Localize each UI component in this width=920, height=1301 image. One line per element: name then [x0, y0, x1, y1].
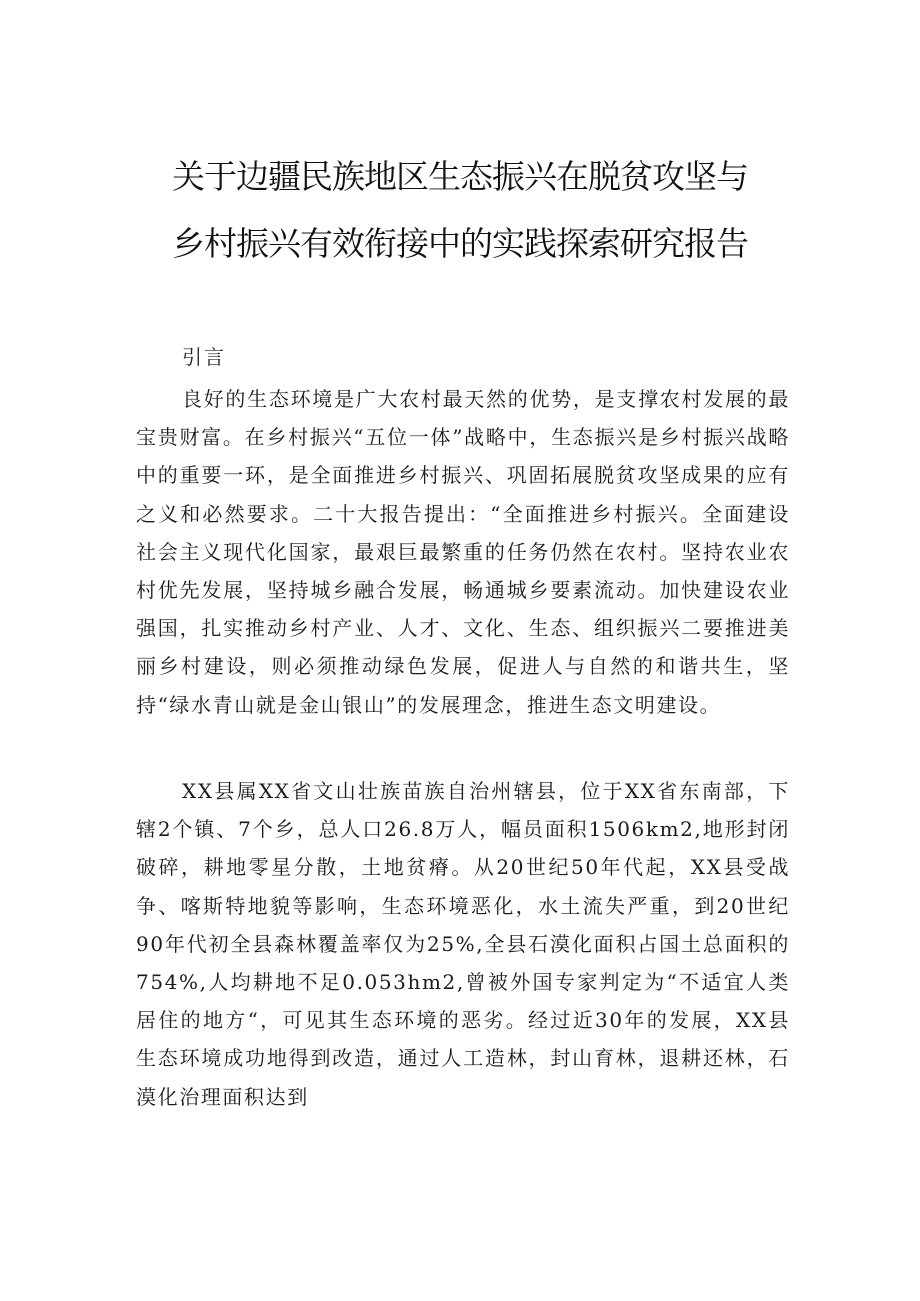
body-paragraph-1: 良好的生态环境是广大农村最天然的优势，是支撑农村发展的最宝贵财富。在乡村振兴“五位一体”战略中，生态振兴是乡村振兴战略中的重要一环，是全面推进乡村振兴、巩固拓展脱贫攻坚成果的应有之义和必然要求。二十大报告提出：“全面推进乡村振兴。全面建设社会主义现代化国家，最艰巨最繁重的任务仍然在农村。坚持农业农村优先发展，坚持城乡融合发展，畅通城乡要素流动。加快建设农业强国，扎实推动乡村产业、人才、文化、生态、组织振兴二要推进美丽乡村建设，则必须推动绿色发展，促进人与自然的和谐共生，坚持“绿水青山就是金山银山”的发展理念，推进生态文明建设。: [136, 387, 790, 717]
body-paragraph-2: XX县属XX省文山壮族苗族自治州辖县，位于XX省东南部，下辖2个镇、7个乡，总人口26.8万人，幅员面积1506km2,地形封闭破碎，耕地零星分散，土地贫瘠。从20世纪50年代起，XX县受战争、喀斯特地貌等影响，生态环境恶化，水土流失严重，到20世纪90年代初全县森林覆盖率仅为25%,全县石漠化面积占国土总面积的754%,人均耕地不足0.053hm2,曾被外国专家判定为“不适宜人类居住的地方“，可见其生态环境的恶劣。经过近30年的发展，XX县生态环境成功地得到改造，通过人工造林，封山育林，退耕还林，石漠化治理面积达到: [136, 779, 790, 1109]
section-heading: 引言: [182, 345, 226, 369]
document-title-line-1: 关于边疆民族地区生态振兴在脱贫攻坚与: [172, 157, 748, 196]
document-title-line-2: 乡村振兴有效衔接中的实践探索研究报告: [172, 224, 748, 263]
